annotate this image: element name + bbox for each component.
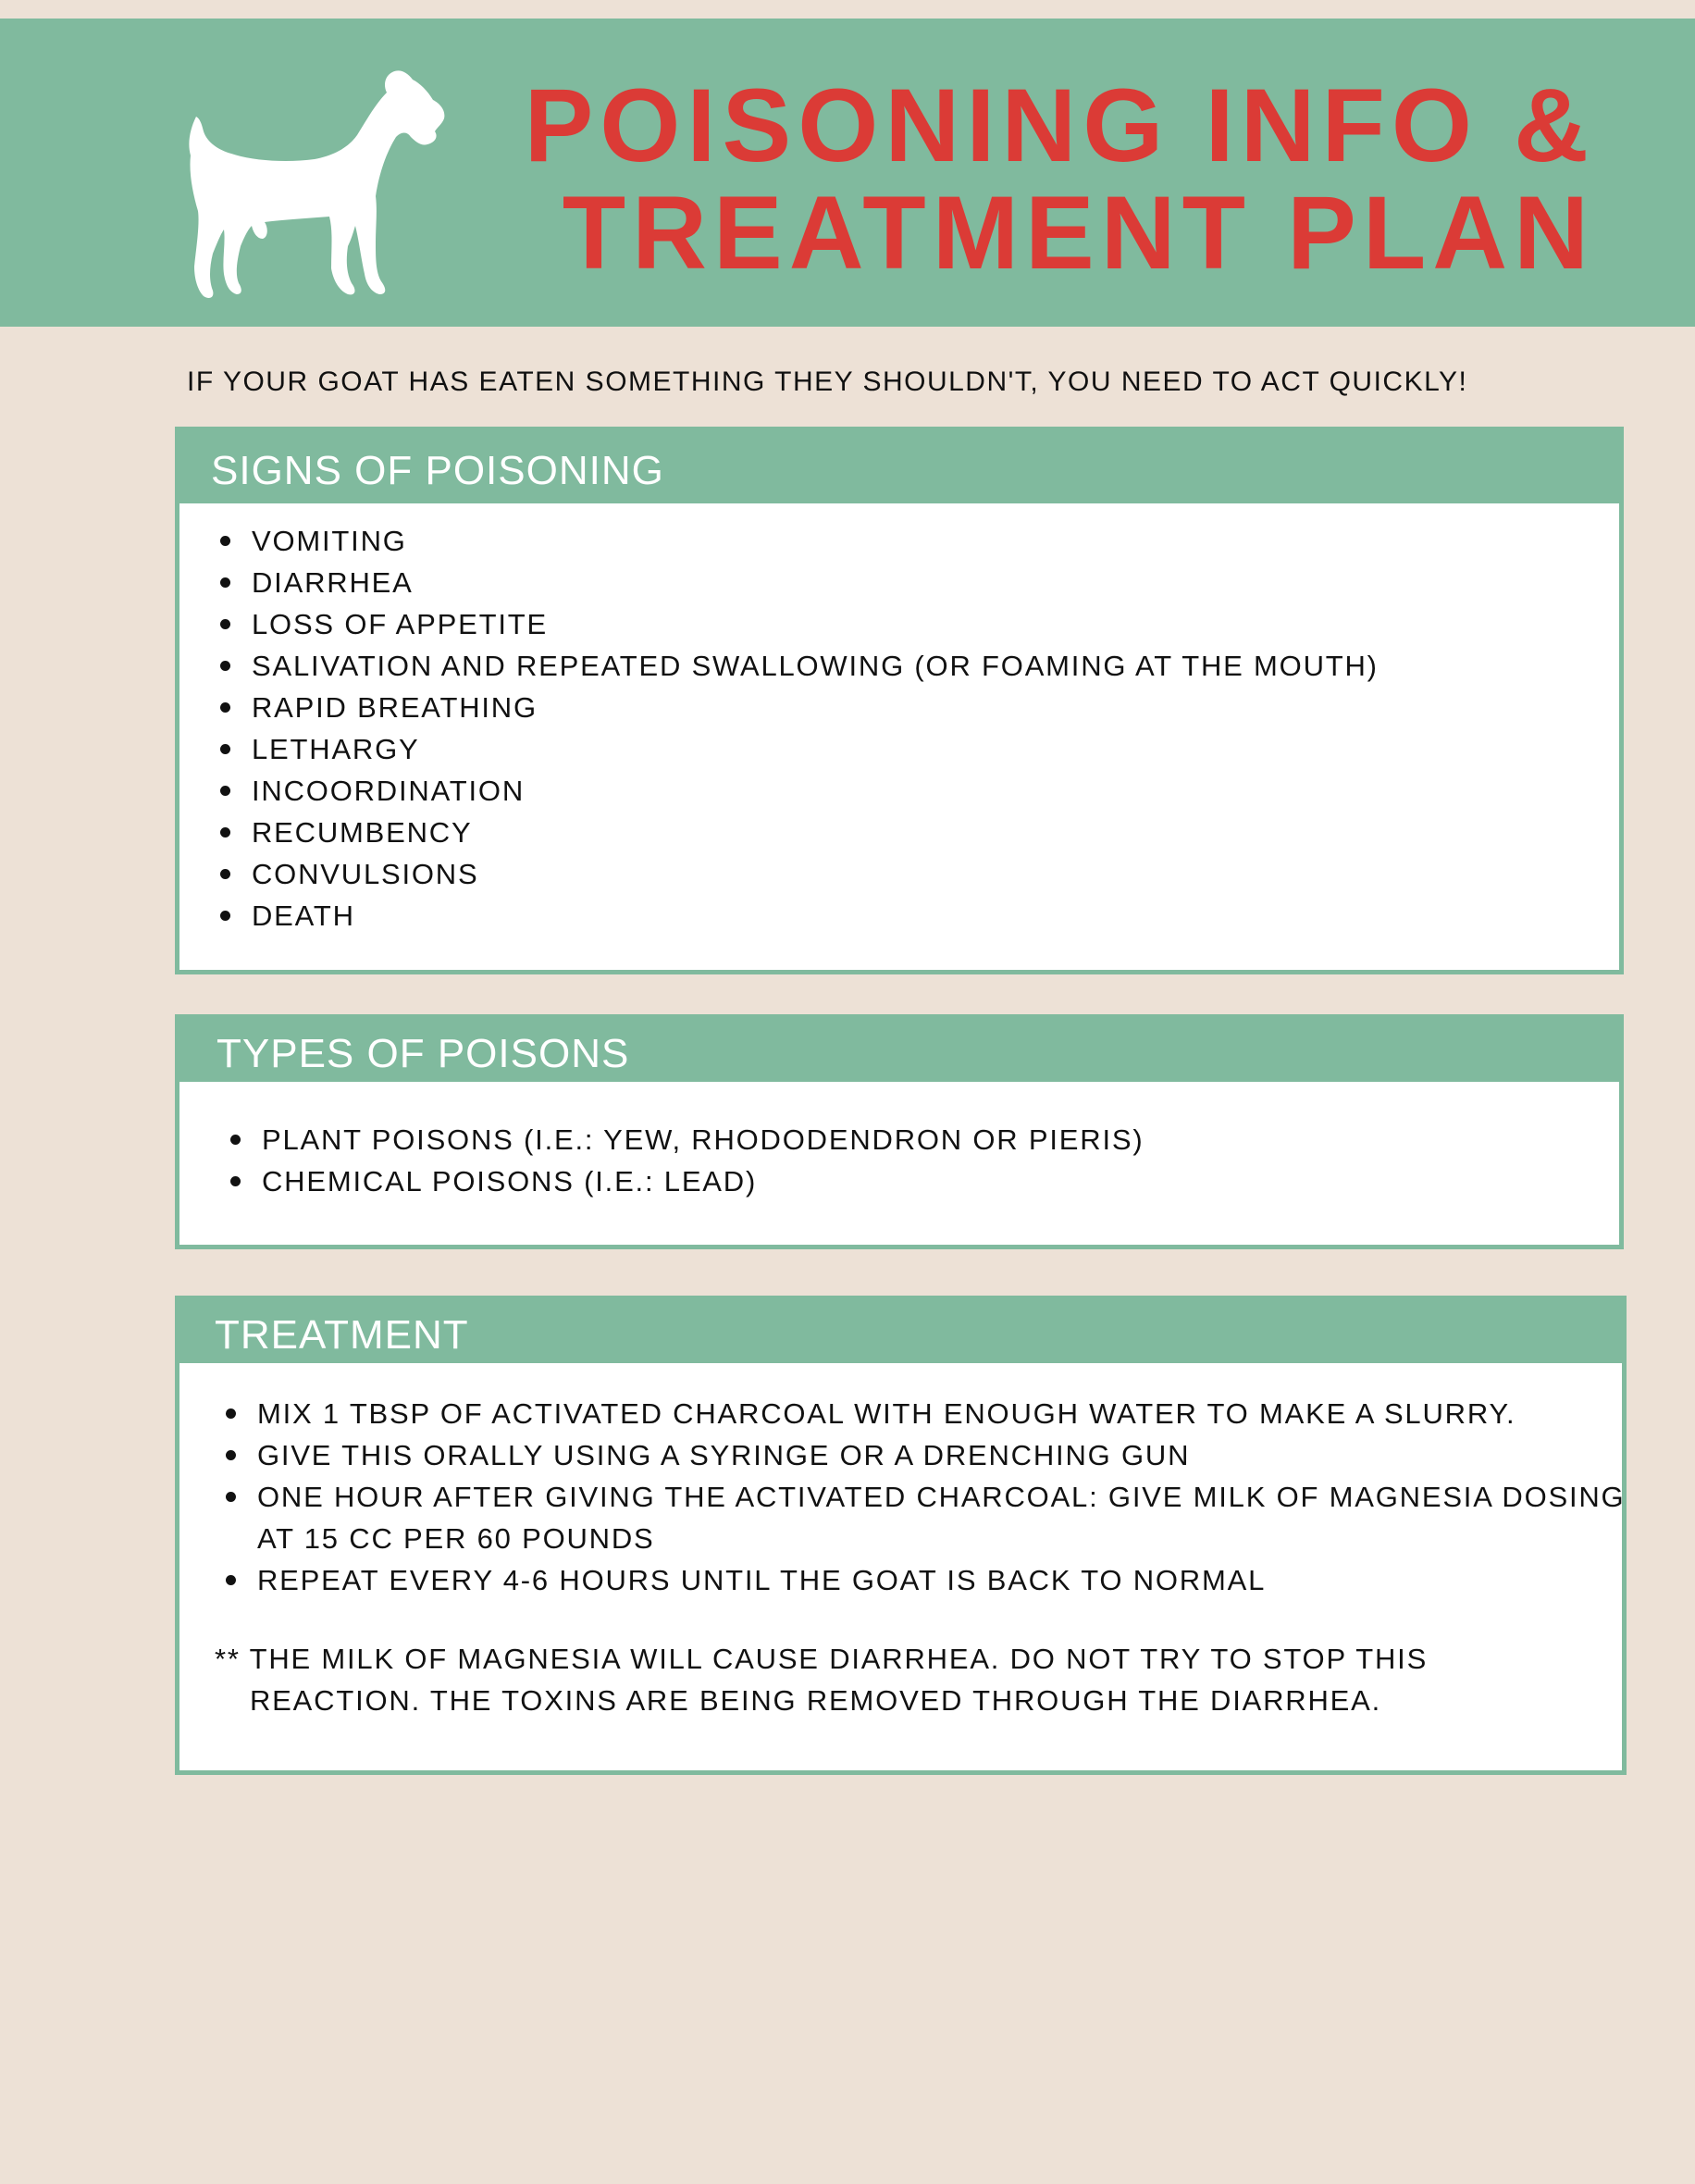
list-item: SALIVATION AND REPEATED SWALLOWING (OR FOAMING AT THE MOUTH) <box>252 645 1619 687</box>
title-line-1: POISONING INFO & <box>524 68 1595 183</box>
treatment-heading: TREATMENT <box>179 1300 1622 1363</box>
list-item: MIX 1 TBSP OF ACTIVATED CHARCOAL WITH ENOUGH WATER TO MAKE A SLURRY. <box>257 1393 1622 1434</box>
types-card <box>175 1014 1624 1249</box>
note-line-2: REACTION. THE TOXINS ARE BEING REMOVED THROUGH THE DIARRHEA. <box>250 1684 1382 1717</box>
list-item: GIVE THIS ORALLY USING A SYRINGE OR A DRENCHING GUN <box>257 1434 1622 1476</box>
list-item: RECUMBENCY <box>252 812 1619 853</box>
treatment-card <box>175 1296 1627 1775</box>
bullet-icon <box>220 744 230 754</box>
page-title <box>524 68 1595 291</box>
header-banner <box>0 19 1695 327</box>
list-item: CHEMICAL POISONS (I.E.: LEAD) <box>262 1160 1619 1202</box>
bullet-icon <box>220 577 230 588</box>
bullet-icon <box>226 1492 236 1502</box>
bullet-icon <box>220 661 230 671</box>
bullet-icon <box>220 536 230 546</box>
list-item-continuation: AT 15 CC PER 60 POUNDS <box>257 1522 655 1555</box>
bullet-icon <box>230 1135 241 1145</box>
bullet-icon <box>220 619 230 629</box>
intro-text: IF YOUR GOAT HAS EATEN SOMETHING THEY SHOULDN'T, YOU NEED TO ACT QUICKLY! <box>187 366 1468 397</box>
top-strip <box>0 0 1695 19</box>
bullet-icon <box>226 1450 236 1460</box>
list-item: INCOORDINATION <box>252 770 1619 812</box>
treatment-note <box>215 1638 1622 1721</box>
list-item: LOSS OF APPETITE <box>252 603 1619 645</box>
list-item: LETHARGY <box>252 728 1619 770</box>
bullet-icon <box>230 1176 241 1186</box>
bullet-icon <box>220 702 230 713</box>
bullet-icon <box>220 911 230 921</box>
note-line-1: ** THE MILK OF MAGNESIA WILL CAUSE DIARRHEA. DO NOT TRY TO STOP THIS <box>215 1643 1429 1675</box>
list-item: PLANT POISONS (I.E.: YEW, RHODODENDRON OR PIERIS) <box>262 1119 1619 1160</box>
bullet-icon <box>220 786 230 796</box>
list-item: RAPID BREATHING <box>252 687 1619 728</box>
treatment-list <box>179 1363 1626 1601</box>
types-list <box>179 1082 1619 1202</box>
list-item: REPEAT EVERY 4-6 HOURS UNTIL THE GOAT IS BACK TO NORMAL <box>257 1559 1622 1601</box>
signs-heading: SIGNS OF POISONING <box>179 431 1619 503</box>
types-heading: TYPES OF POISONS <box>179 1019 1619 1082</box>
goat-silhouette-icon <box>185 63 463 304</box>
bullet-icon <box>226 1575 236 1585</box>
bullet-icon <box>220 827 230 838</box>
bullet-icon <box>220 869 230 879</box>
list-item: CONVULSIONS <box>252 853 1619 895</box>
list-item: DIARRHEA <box>252 562 1619 603</box>
list-item: VOMITING <box>252 520 1619 562</box>
list-item: DEATH <box>252 895 1619 937</box>
list-item: ONE HOUR AFTER GIVING THE ACTIVATED CHARCOAL: GIVE MILK OF MAGNESIA DOSING AT 15 CC PER 60 POUNDS <box>257 1476 1622 1559</box>
title-line-2: TREATMENT PLAN <box>562 175 1595 291</box>
signs-list <box>179 503 1619 937</box>
bullet-icon <box>226 1408 236 1419</box>
signs-card <box>175 427 1624 974</box>
